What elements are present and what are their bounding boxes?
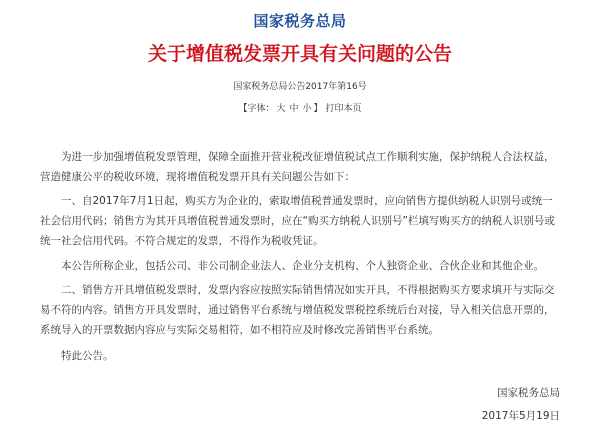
toolbar-bracket-open: 【: [238, 104, 248, 114]
document-title: 关于增值税发票开具有关问题的公告: [147, 43, 452, 65]
font-size-medium-link[interactable]: 中: [289, 104, 299, 114]
font-size-small-link[interactable]: 小: [302, 104, 312, 114]
toolbar-bracket-close: 】: [313, 104, 323, 114]
print-page-link[interactable]: 打印本页: [325, 104, 362, 114]
agency-name: 国家税务总局: [253, 12, 347, 30]
body-paragraph-intro: 为进一步加强增值税发票管理，保障全面推开营业税改征增值税试点工作顺利实施，保护纳税人合法权益，营造健康公平的税收环境，现将增值税发票开具有关问题公告如下：: [40, 151, 555, 183]
body-paragraph-1: 一、自2017年7月1日起，购买方为企业的，索取增值税普通发票时，应向销售方提供纳税人识别号或统一社会信用代码；销售方为其开具增值税普通发票时，应在“购买方纳税人识别号”栏填写购买方的纳税人识别号或统一社会信用代码。不符合规定的发票，不得作为税收凭证。: [40, 195, 555, 247]
body-paragraph-definition: 本公告所称企业，包括公司、非公司制企业法人、企业分支机构、个人独资企业、合伙企业和其他企业。: [61, 260, 544, 272]
body-paragraph-2: 二、销售方开具增值税发票时，发票内容应按照实际销售情况如实开具，不得根据购买方要求填开与实际交易不符的内容。销售方开具发票时，通过销售平台系统与增值税发票税控系统后台对接，导入相关信息开票的，系统导入的开票数据内容应与实际交易相符，如不相符应及时修改完善销售平台系统。: [40, 284, 555, 336]
signature-org: 国家税务总局: [497, 387, 560, 399]
font-size-label: 字体：: [247, 104, 275, 114]
font-size-large-link[interactable]: 大: [276, 104, 286, 114]
body-paragraph-closing: 特此公告。: [61, 350, 114, 362]
font-size-toolbar: [0, 101, 600, 114]
document-number: 国家税务总局公告2017年第16号: [233, 82, 367, 92]
signature-date: 2017年5月19日: [481, 410, 560, 422]
